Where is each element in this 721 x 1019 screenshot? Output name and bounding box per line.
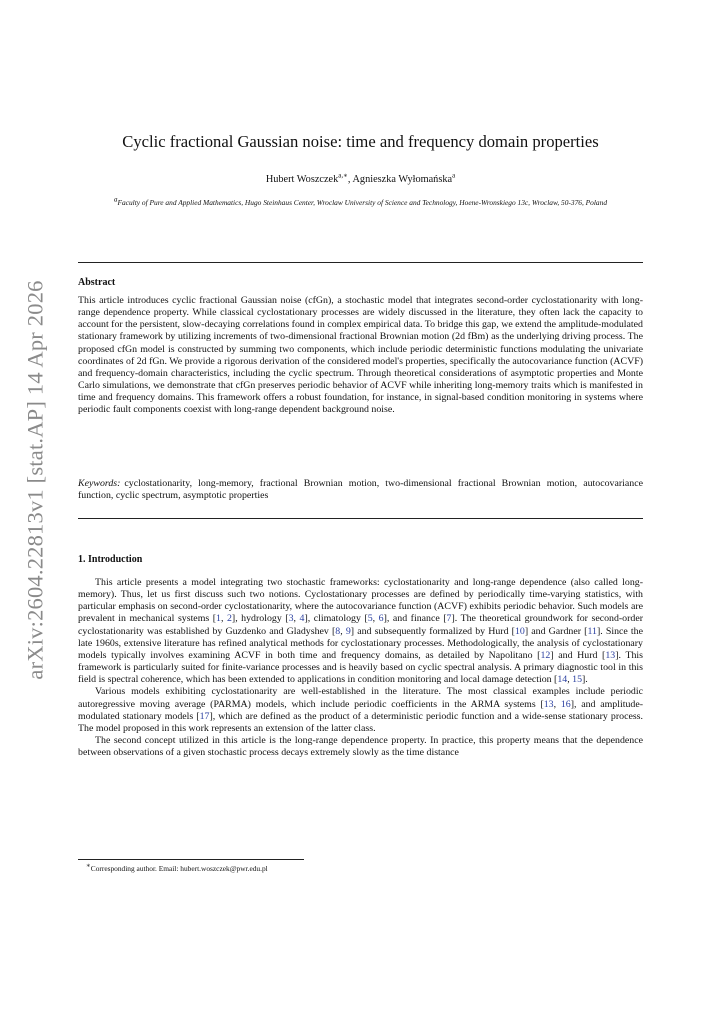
citation-link[interactable]: 10	[514, 625, 525, 637]
citation-link[interactable]: 17	[199, 710, 210, 722]
citation-link[interactable]: 4	[299, 613, 305, 625]
author-name: Agnieszka Wyłomańska	[352, 174, 453, 185]
citation-link[interactable]: 13	[543, 698, 554, 710]
citation-link[interactable]: 15	[572, 674, 583, 686]
citation-link[interactable]: 6	[378, 613, 384, 625]
citation-link[interactable]: 16	[560, 698, 571, 710]
arxiv-identifier-stamp	[18, 280, 54, 680]
affiliation-text: Faculty of Pure and Applied Mathematics, Hugo Steinhaus Center, Wroclaw University of Science and Technology, Hoene-Wronskiego 13c, Wroclaw, 50-376, Poland	[117, 198, 608, 207]
affiliation	[78, 197, 643, 208]
keywords-text: cyclostationarity, long-memory, fractional Brownian motion, two-dimensional fractional Brownian motion, autocovariance function, cyclic spectrum, asymptotic properties	[78, 478, 643, 502]
footnote-rule	[78, 859, 304, 860]
section-heading-introduction: 1. Introduction	[78, 554, 143, 565]
citation-link[interactable]: 3	[288, 613, 294, 625]
citation-link[interactable]: 13	[605, 649, 616, 661]
arxiv-identifier-text: arXiv:2604.22813v1 [stat.AP] 14 Apr 2026	[23, 280, 49, 680]
affiliation-mark: a	[113, 195, 118, 204]
keywords-block	[78, 478, 643, 502]
citation-link[interactable]: 5	[367, 613, 373, 625]
citation-link[interactable]: 11	[587, 625, 597, 637]
citation-link[interactable]: 2	[226, 613, 232, 625]
introduction-body	[78, 577, 643, 759]
abstract-top-rule	[78, 262, 643, 263]
keywords-label: Keywords:	[78, 478, 121, 489]
abstract-heading: Abstract	[78, 277, 116, 288]
abstract-body	[78, 295, 643, 417]
abstract-text: This article introduces cyclic fractional Gaussian noise (cfGn), a stochastic model that integrates second-order cyclostationarity with long-range dependence property. While classical cyclostationary processes are widely discussed in the literature, they often lack the capacity to account for the persistent, slow-decaying correlations found in complex empirical data. To bridge this gap, we extend the amplitude-modulated stationary framework by utilizing increments of two-dimensional fractional Brownian motion (2d fBm) as the underlying driving process. The proposed cfGn model is constructed by summing two components, which include periodic deterministic functions modulating the univariate coordinates of 2d fGn. We provide a rigorous derivation of the considered model's properties, specifically the autocovariance function (ACVF) and frequency-domain characteristics, including the cyclic spectrum. Through theoretical considerations of asymptotic properties and Monte Carlo simulations, we demonstrate that cfGn preserves periodic behavior of ACVF while inheriting long-memory traits which is manifested in time and frequency domains. This framework offers a robust foundation, for instance, in signal-based condition monitoring in systems where periodic fault components coexist with long-range dependent background noise.	[78, 295, 643, 416]
footnote	[86, 861, 268, 874]
author-affiliation-mark: a	[452, 171, 456, 180]
intro-paragraph: Various models exhibiting cyclostationarity are well-established in the literature. The most classical examples include periodic autoregressive moving average (PARMA) models, which include periodic coefficients in the ARMA systems [13, 16], and amplitude-modulated stationary models [17], which are defined as the product of a deterministic periodic function and a wide-sense stationary process. The model proposed in this work represents an extension of the latter class.	[78, 686, 644, 734]
citation-link[interactable]: 1	[216, 613, 221, 625]
citation-link[interactable]: 8	[335, 625, 341, 637]
citation-link[interactable]: 7	[446, 613, 452, 625]
author-name: Hubert Woszczek	[265, 174, 339, 185]
footnote-mark: ∗	[86, 861, 91, 870]
citation-link[interactable]: 9	[345, 625, 351, 637]
author-separator: ,	[347, 174, 353, 185]
intro-paragraph: This article presents a model integrating two stochastic frameworks: cyclostationarity and long-range dependence (also called long-memory). Thus, let us first discuss such two notions. Cyclostationary processes are defined by periodically time-varying statistics, with particular emphasis on second-order cyclostationarity, where the autocovariance function (ACVF) exhibits periodic behavior. Such models are prevalent in mechanical systems [1, 2], hydrology [3, 4], climatology [5, 6], and finance [7]. The theoretical groundwork for second-order cyclostationarity was established by Guzdenko and Gladyshev [8, 9] and subsequently formalized by Hurd [10] and Gardner [11]. Since the late 1960s, extensive literature has refined analytical methods for cyclostationary processes. Methodologically, the analysis of cyclostationary models typically involves examining ACVF in both time and frequency domains, as detailed by Napolitano [12] and Hurd [13]. This framework is particularly suited for finite-variance processes and is heavily based on cyclic spectral analysis. A primary diagnostic tool in this field is spectral coherence, which has been extended to applications in condition monitoring and local damage detection [14, 15].	[78, 577, 644, 686]
intro-paragraph: The second concept utilized in this article is the long-range dependence property. In practice, this property means that the dependence between observations of a given stochastic process decays extremely slowly as the time distance	[78, 735, 643, 759]
paper-title: Cyclic fractional Gaussian noise: time and frequency domain properties	[122, 132, 599, 151]
author-affiliation-mark: a,∗	[338, 171, 348, 180]
citation-link[interactable]: 12	[540, 649, 551, 661]
abstract-bottom-rule	[78, 518, 643, 519]
author-list	[78, 173, 643, 186]
footnote-text: Corresponding author. Email: hubert.woszczek@pwr.edu.pl	[90, 864, 268, 873]
citation-link[interactable]: 14	[557, 674, 568, 686]
